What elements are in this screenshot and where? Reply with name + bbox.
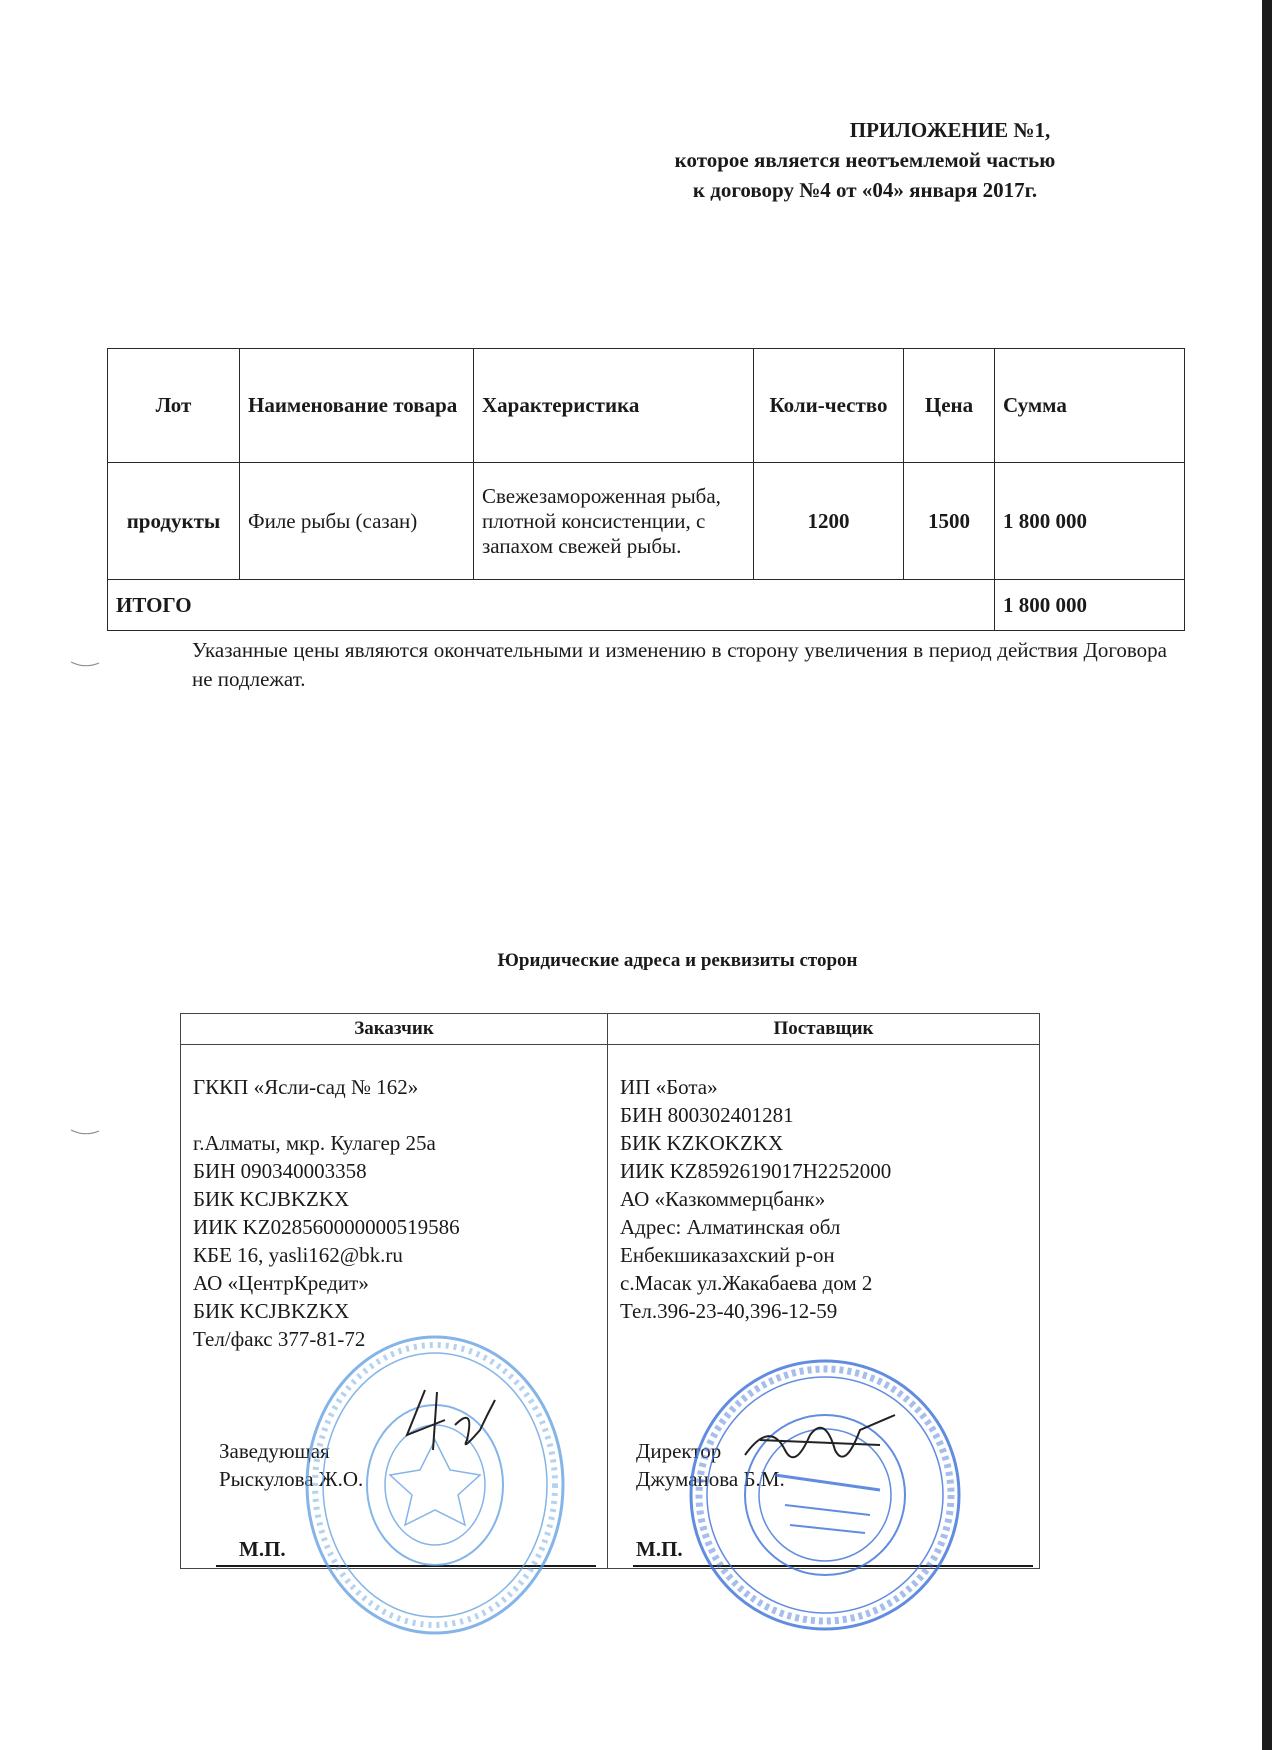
column-header-sum: Сумма [995,349,1185,463]
cell-name: Филе рыбы (сазан) [240,463,474,580]
total-row [108,580,1185,631]
supplier-signature [740,1410,900,1480]
supplier-line: БИН 800302401281 [620,1103,794,1127]
cell-quantity: 1200 [754,463,904,580]
customer-line: КБЕ 16, yasli162@bk.ru [193,1243,403,1267]
supplier-position: Директор [636,1439,722,1463]
column-header-characteristic: Характеристика [474,349,754,463]
total-label: ИТОГО [108,580,995,631]
contract-reference: к договору №4 от «04» января 2017г. [692,178,1038,202]
customer-heading: Заказчик [181,1014,608,1045]
customer-stamp-seal [300,1330,570,1640]
cell-characteristic: Свежезамороженная рыба, плотной консистенции, с запахом свежей рыбы. [474,463,754,580]
customer-line: ИИК KZ028560000000519586 [193,1215,460,1239]
customer-signature [395,1380,515,1460]
customer-line: г.Алматы, мкр. Кулагер 25а [193,1131,436,1155]
supplier-line: Енбекшиказахский р-он [620,1243,835,1267]
cell-sum: 1 800 000 [995,463,1185,580]
appendix-subtitle: которое является неотъемлемой частью [674,148,1056,172]
customer-signer: Рыскулова Ж.О. [219,1467,364,1491]
supplier-line: АО «Казкоммерцбанк» [620,1187,826,1211]
customer-name: ГККП «Ясли-сад № 162» [193,1075,419,1099]
supplier-line: БИК KZKOKZKX [620,1131,784,1155]
appendix-title: ПРИЛОЖЕНИЕ №1, [849,118,1051,142]
table-row [108,463,1185,580]
scan-mark [70,660,100,668]
customer-stamp-label: М.П. [239,1537,286,1561]
supplier-line: Тел.396-23-40,396-12-59 [620,1299,838,1323]
customer-line: БИК KCJBKZKX [193,1299,350,1323]
supplier-heading: Поставщик [608,1014,1040,1045]
supplier-stamp-label: М.П. [636,1537,683,1561]
column-header-quantity: Коли-чество [754,349,904,463]
customer-details [193,1073,460,1353]
supplier-signer: Джуманова Б.М. [636,1467,785,1491]
table-header-row [108,349,1185,463]
cell-price: 1500 [904,463,995,580]
supplier-line: ИП «Бота» [620,1075,718,1099]
customer-position: Заведующая [219,1439,330,1463]
price-note: Указанные цены являются окончательными и изменению в сторону увеличения в период действия Договора не подлежат. [192,638,1167,691]
requisites-title: Юридические адреса и реквизиты сторон [497,950,858,971]
specification-table [107,348,1185,631]
supplier-details [620,1073,891,1325]
column-header-name: Наименование товара [240,349,474,463]
supplier-stamp-seal [685,1355,965,1635]
supplier-line: с.Масак ул.Жакабаева дом 2 [620,1271,873,1295]
customer-line: АО «ЦентрКредит» [193,1271,369,1295]
scan-edge [1262,0,1272,1750]
column-header-lot: Лот [108,349,240,463]
column-header-price: Цена [904,349,995,463]
customer-line: БИК KCJBKZKX [193,1187,350,1211]
customer-line: БИН 090340003358 [193,1159,367,1183]
cell-lot: продукты [108,463,240,580]
scan-mark [70,1128,100,1136]
supplier-line: Адрес: Алматинская обл [620,1215,841,1239]
total-sum: 1 800 000 [995,580,1185,631]
supplier-line: ИИК KZ8592619017H2252000 [620,1159,892,1183]
customer-line: Тел/факс 377-81-72 [193,1327,366,1351]
requisites-header-row [181,1014,1040,1045]
